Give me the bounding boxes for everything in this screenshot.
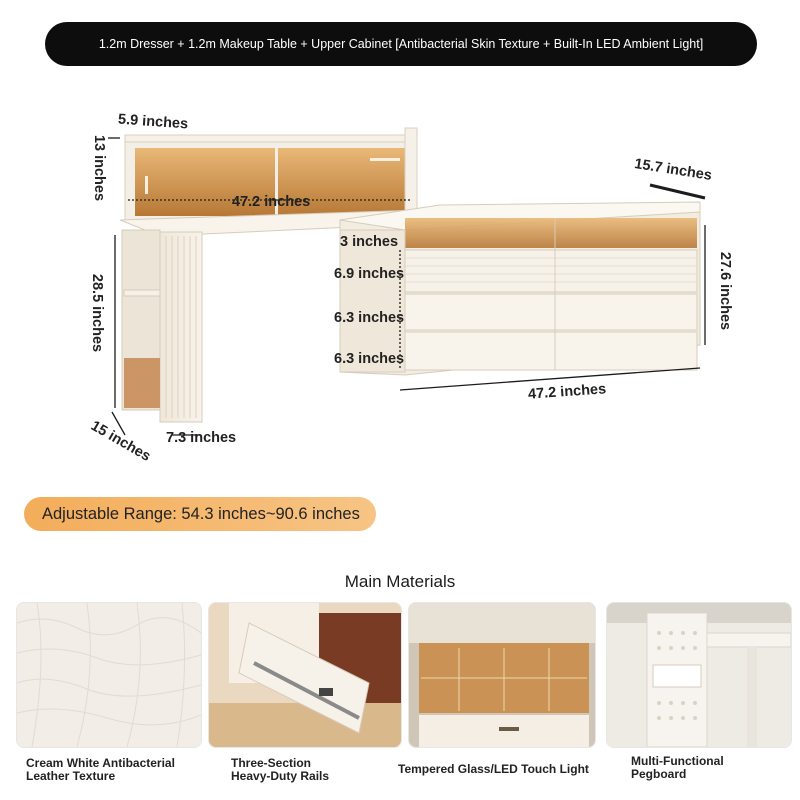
dim-table-height: 28.5 inches bbox=[89, 273, 106, 353]
dim-drawer-2: 6.3 inches bbox=[334, 310, 405, 326]
dim-dresser-depth: 15.7 inches bbox=[633, 155, 713, 185]
materials-title: Main Materials bbox=[344, 572, 456, 591]
drawer-rails-image bbox=[209, 603, 401, 747]
caption-pegboard: Multi-Functional Pegboard bbox=[631, 754, 724, 781]
product-title: 1.2m Dresser + 1.2m Makeup Table + Upper Cabinet [Antibacterial Skin Texture + Built-In LED Ambient Light] bbox=[98, 37, 704, 51]
dresser bbox=[340, 202, 700, 375]
adjustable-range-label: Adjustable Range: 54.3 inches~90.6 inches bbox=[42, 505, 360, 523]
material-rails-image bbox=[208, 602, 402, 748]
dim-cabinet-depth: 5.9 inches bbox=[117, 111, 189, 133]
dim-drawer-3: 6.3 inches bbox=[334, 351, 405, 367]
leather-texture-image bbox=[17, 603, 201, 747]
table-leg bbox=[122, 230, 202, 422]
dim-table-depth: 15 inches bbox=[88, 418, 154, 465]
dim-dresser-height: 27.6 inches bbox=[717, 251, 734, 331]
product-title-bar bbox=[45, 22, 757, 66]
caption-rails: Three-Section Heavy-Duty Rails bbox=[231, 756, 330, 783]
glass-drawer-image bbox=[409, 603, 595, 747]
dim-drawer-1: 6.9 inches bbox=[334, 266, 405, 282]
dim-dresser-width: 47.2 inches bbox=[527, 381, 607, 403]
dim-leg-width: 7.3 inches bbox=[166, 430, 237, 446]
material-leather-image bbox=[16, 602, 202, 748]
dim-cabinet-height: 13 inches bbox=[91, 134, 108, 202]
material-pegboard-image bbox=[606, 602, 792, 748]
caption-leather: Cream White Antibacterial Leather Texture bbox=[26, 756, 175, 783]
material-glass-image bbox=[408, 602, 596, 748]
pegboard-image bbox=[607, 603, 791, 747]
dim-glass-drawer: 3 inches bbox=[340, 234, 399, 250]
caption-glass: Tempered Glass/LED Touch Light bbox=[398, 762, 589, 776]
dim-table-width: 47.2 inches bbox=[232, 194, 311, 210]
